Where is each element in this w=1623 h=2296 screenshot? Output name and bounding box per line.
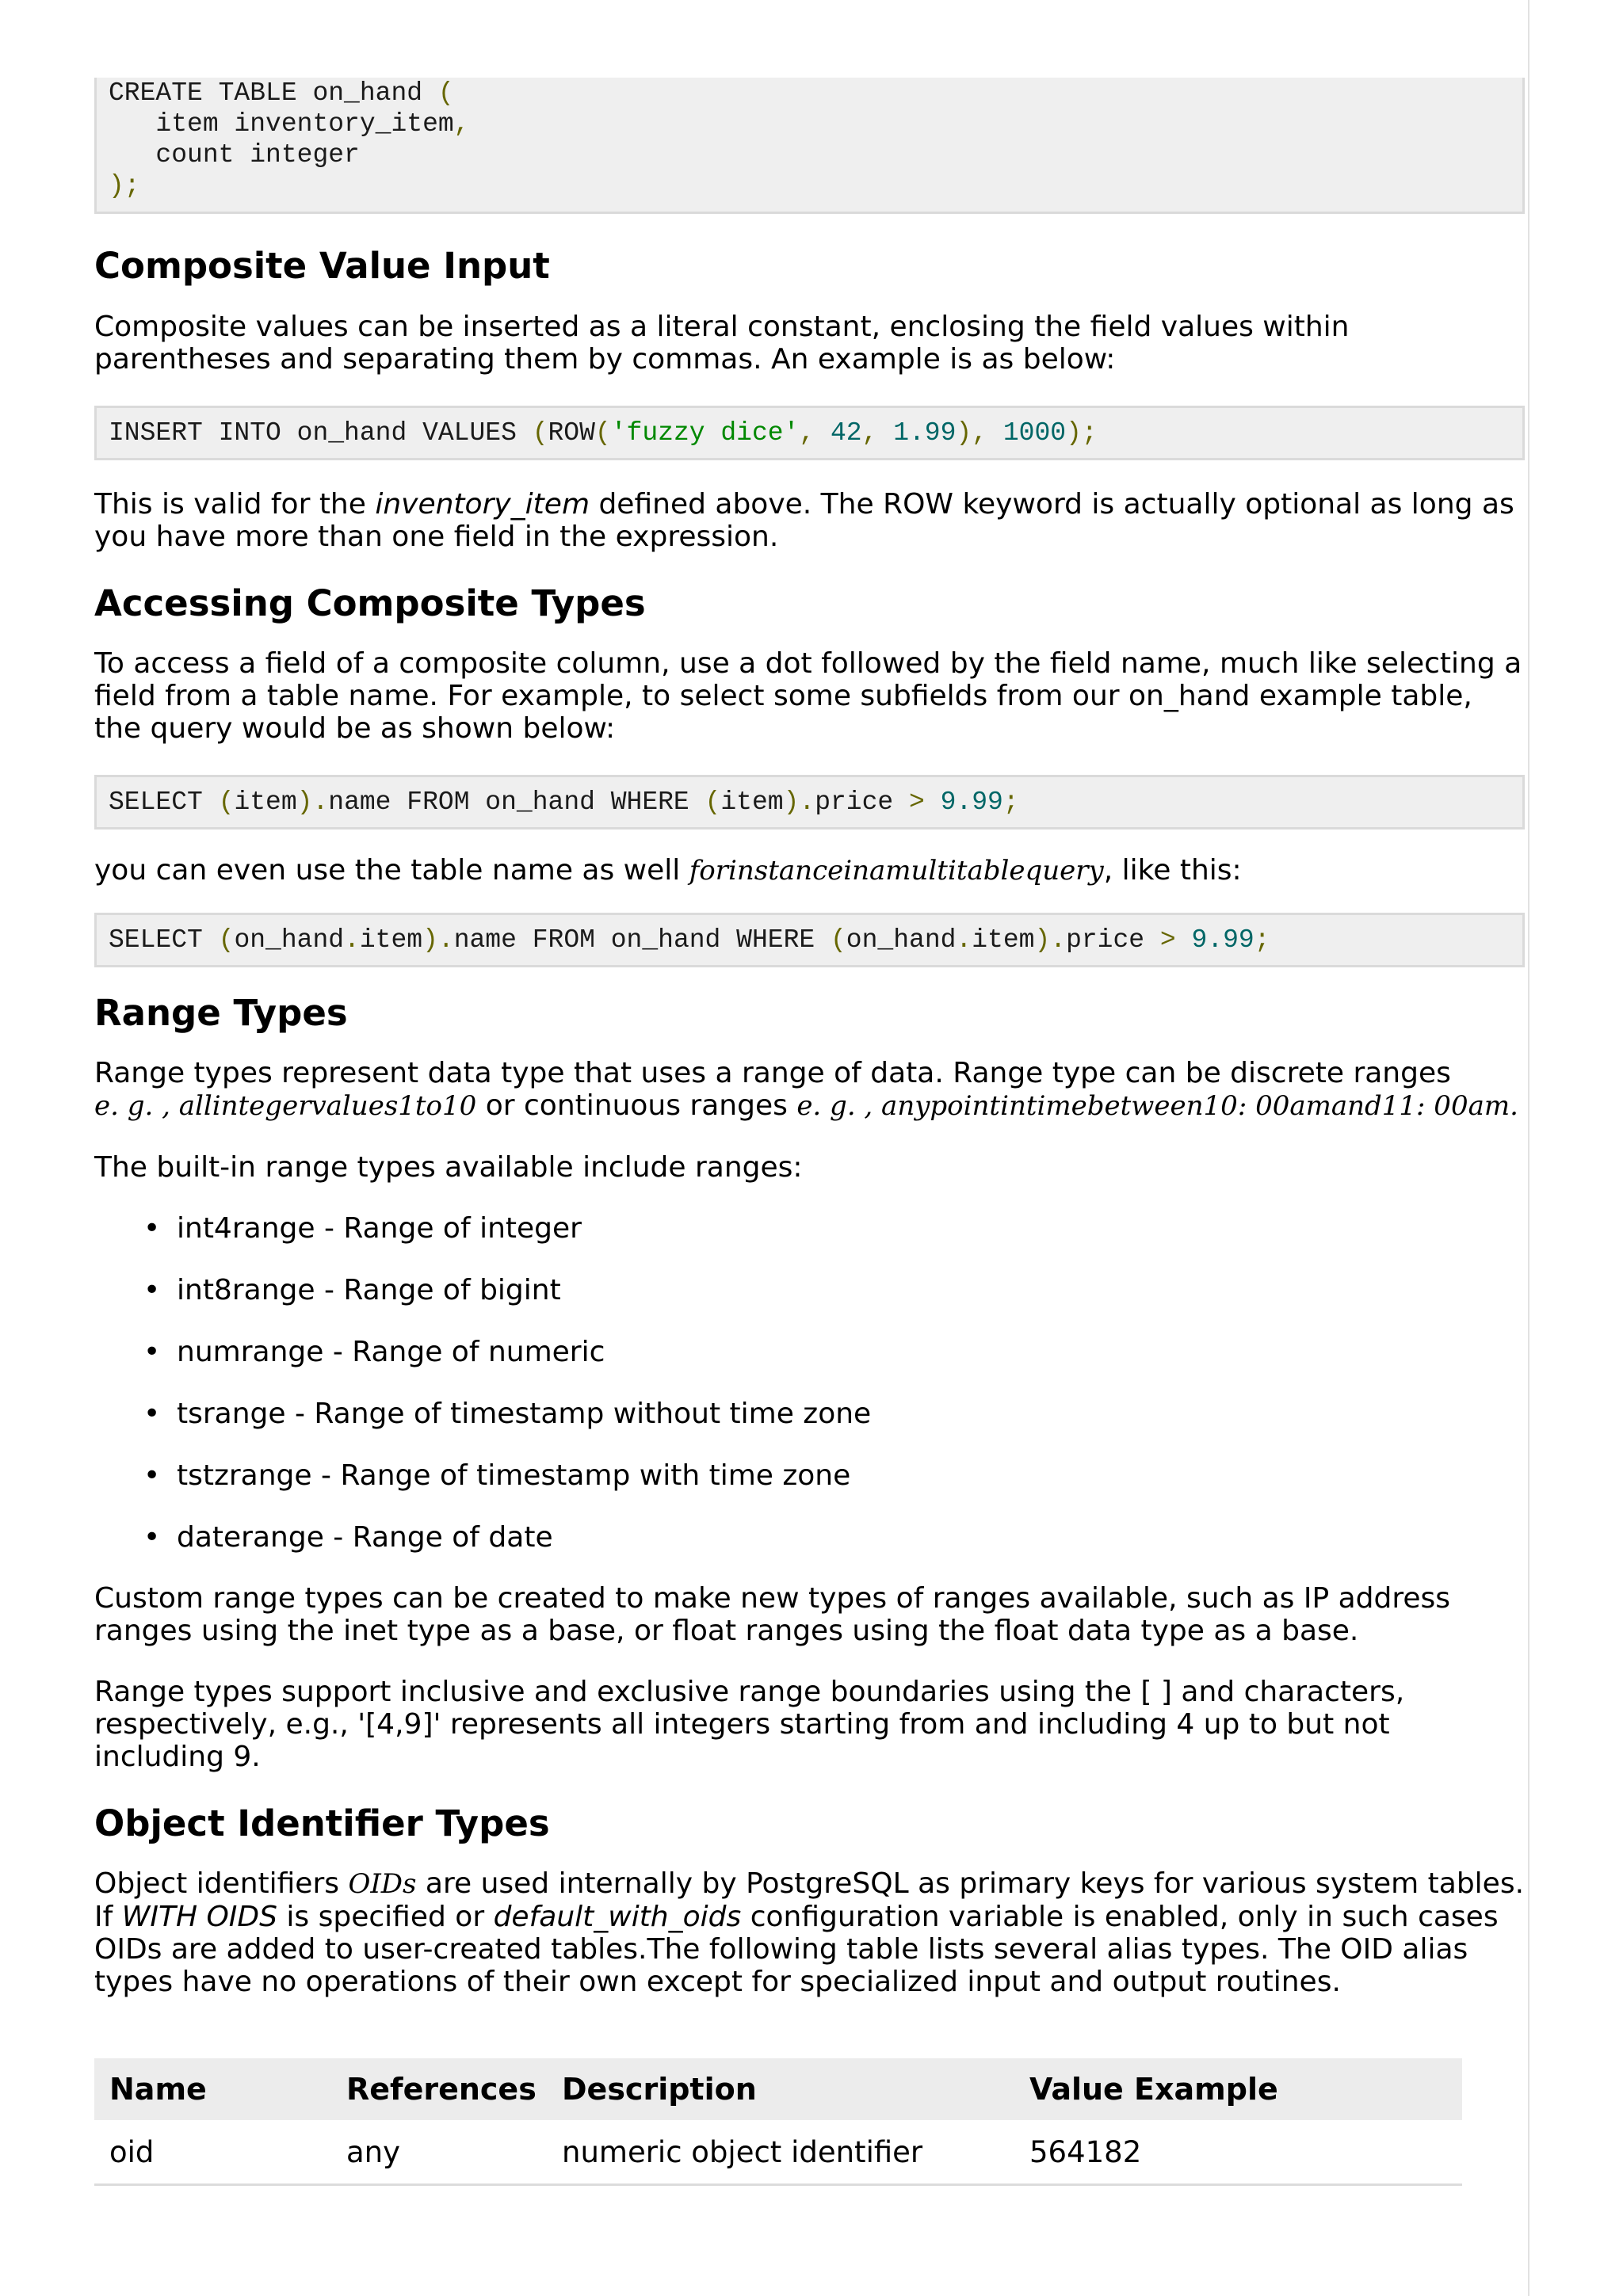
paragraph: The built-in range types available include ranges: [94, 1151, 803, 1184]
list-item: • numrange - Range of numeric [94, 1336, 1525, 1368]
math-expression: forinstanceinamultitablequery [689, 855, 1104, 887]
table-cell: any [331, 2120, 547, 2185]
emphasis: default_with_oids [493, 1901, 742, 1933]
list-item: • int8range - Range of bigint [94, 1274, 1525, 1306]
code-line: CREATE TABLE on_hand ( [109, 78, 454, 108]
code-block-select-on-hand: SELECT (on_hand.item).name FROM on_hand WHERE (on_hand.item).price > 9.99; [94, 913, 1525, 967]
emphasis: WITH OIDS [121, 1901, 277, 1933]
math-expression: OIDs [348, 1868, 417, 1900]
table-row [94, 2120, 1462, 2185]
column-header: Description [547, 2058, 1014, 2120]
paragraph: you can even use the table name as well forinstanceinamultitablequery, like this: [94, 854, 1242, 887]
heading-object-identifier-types: Object Identifier Types [94, 1802, 550, 1844]
paragraph: Custom range types can be created to make new types of ranges available, such as IP address ranges using the inet type as a base, or float ranges using the float data type as a base. [94, 1582, 1451, 1647]
column-header: References [331, 2058, 547, 2120]
paragraph: Range types represent data type that uses a range of data. Range type can be discrete ranges e. g. , allintegervalues1to10 or continuous ranges e. g. , anypointintimebetween10: 00amand11: 00am. [94, 1057, 1518, 1122]
list-item: • tstzrange - Range of timestamp with time zone [94, 1459, 1525, 1492]
column-header: Name [94, 2058, 331, 2120]
column-header: Value Example [1014, 2058, 1462, 2120]
table-cell: numeric object identifier [547, 2120, 1014, 2185]
code-line: count integer [109, 140, 360, 170]
list-item: • int4range - Range of integer [94, 1212, 1525, 1245]
document-content [94, 78, 1525, 2186]
heading-accessing-composite-types: Accessing Composite Types [94, 582, 646, 624]
paragraph: Range types support inclusive and exclusive range boundaries using the [ ] and characters, respectively, e.g., '[4,9]' represents all integers starting from and including 4 up to but not including 9. [94, 1676, 1405, 1773]
table-cell: oid [94, 2120, 331, 2185]
math-expression: e. g. , anypointintimebetween10: 00amand11: 00am. [796, 1090, 1518, 1122]
heading-range-types: Range Types [94, 992, 348, 1034]
math-expression: e. g. , allintegervalues1to10 [94, 1090, 477, 1122]
code-block-insert: INSERT INTO on_hand VALUES (ROW('fuzzy dice', 42, 1.99), 1000); [94, 406, 1525, 460]
paragraph: This is valid for the inventory_item defined above. The ROW keyword is actually optional as long as you have more than one field in the expression. [94, 488, 1514, 553]
table-header-row [94, 2058, 1462, 2120]
table-cell: 564182 [1014, 2120, 1462, 2185]
list-item: • tsrange - Range of timestamp without time zone [94, 1398, 1525, 1430]
heading-composite-value-input: Composite Value Input [94, 245, 550, 287]
code-line: item inventory_item, [109, 109, 470, 139]
code-line: ); [109, 171, 140, 200]
code-block-select-item: SELECT (item).name FROM on_hand WHERE (item).price > 9.99; [94, 775, 1525, 830]
paragraph: To access a field of a composite column, use a dot followed by the field name, much like selecting a field from a table name. For example, to select some subfields from our on_hand example table, the query would be as shown below: [94, 647, 1522, 745]
paragraph: Composite values can be inserted as a literal constant, enclosing the field values within parentheses and separating them by commas. An example is as below: [94, 311, 1350, 376]
list-item: • daterange - Range of date [94, 1521, 1525, 1554]
range-types-list [94, 1212, 1525, 1554]
paragraph: Object identifiers OIDs are used internally by PostgreSQL as primary keys for various system tables. If WITH OIDS is specified or default_with_oids configuration variable is enabled, only in such cases OIDs are added to user-created tables.The following table lists several alias types. The OID alias types have no operations of their own except for specialized input and output routines. [94, 1867, 1525, 1998]
oid-alias-table [94, 2058, 1462, 2186]
code-block-create-table [94, 78, 1525, 214]
emphasis: inventory_item [375, 488, 590, 521]
